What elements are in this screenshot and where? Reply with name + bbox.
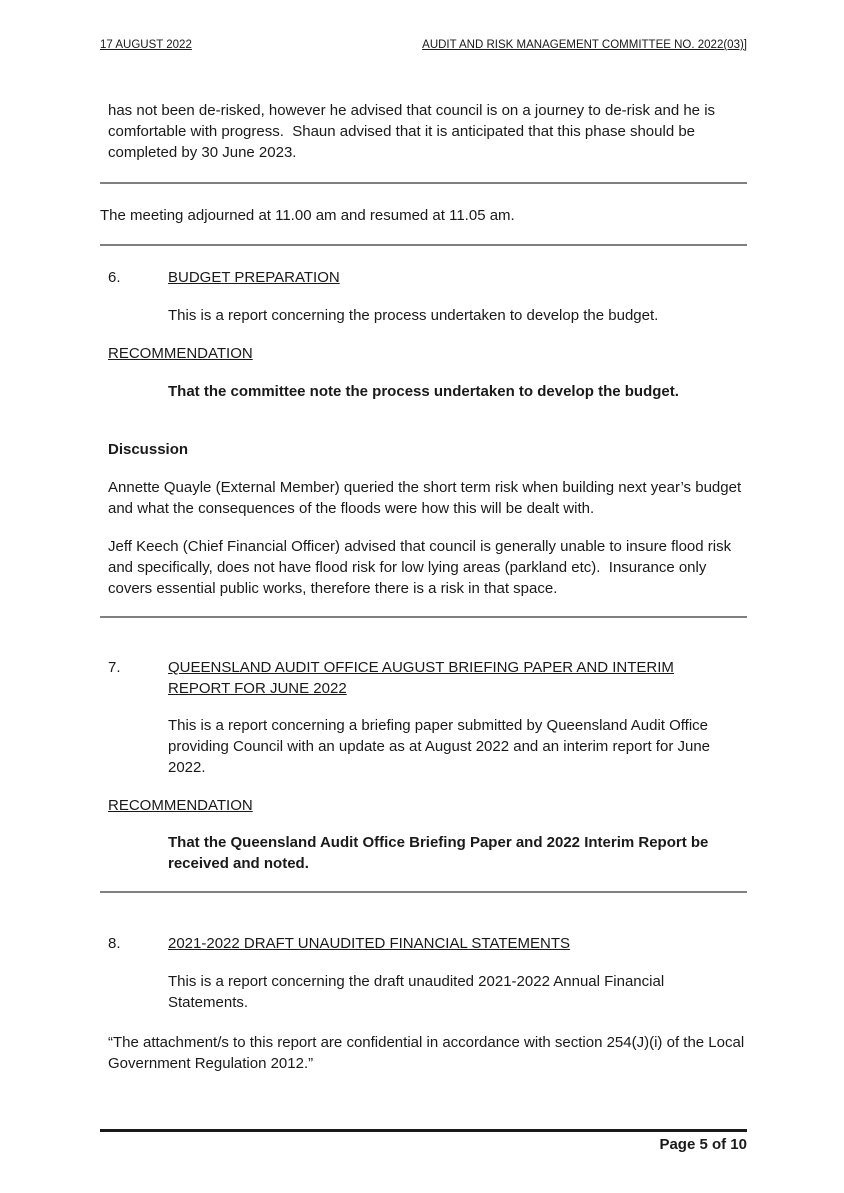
section-heading-row [108,933,747,954]
discussion-heading: Discussion [108,441,189,458]
section-budget-preparation [100,267,747,599]
section-heading-row [108,267,747,288]
section-summary: This is a report concerning the process undertaken to develop the budget. [168,307,659,324]
continuation-paragraph: has not been de-risked, however he advised that council is on a journey to de-risk and he is comfortable with progress. Shaun advised that it is anticipated that this phase should be completed by 30 June 2023. [108,102,720,161]
confidentiality-note: “The attachment/s to this report are confidential in accordance with section 254(J)(i) of the Local Government Regulation 2012.” [108,1034,749,1072]
separator-rule [100,891,747,893]
page-number: Page 5 of 10 [659,1136,747,1153]
section-financial-statements [100,933,747,1074]
item-number: 7. [108,659,121,676]
recommendation-text: That the Queensland Audit Office Briefing Paper and 2022 Interim Report be received and noted. [168,834,713,872]
footer-rule [100,1129,747,1132]
header-date: 17 AUGUST 2022 [100,39,192,51]
recommendation-heading: RECOMMENDATION [108,797,253,814]
section-qao-briefing [100,657,747,874]
page-header [100,38,747,52]
separator-rule [100,244,747,246]
item-number: 6. [108,269,121,286]
section-summary: This is a report concerning the draft unaudited 2021-2022 Annual Financial Statements. [168,973,669,1011]
section-summary: This is a report concerning a briefing paper submitted by Queensland Audit Office providing Council with an update as at August 2022 and an interim report for June 2022. [168,717,715,776]
recommendation-heading: RECOMMENDATION [108,345,253,362]
section-title: QUEENSLAND AUDIT OFFICE AUGUST BRIEFING PAPER AND INTERIM REPORT FOR JUNE 2022 [168,659,674,697]
header-committee: AUDIT AND RISK MANAGEMENT COMMITTEE NO. 2022(03)] [422,39,747,51]
section-title: 2021-2022 DRAFT UNAUDITED FINANCIAL STATEMENTS [168,935,571,952]
discussion-paragraph: Jeff Keech (Chief Financial Officer) advised that council is generally unable to insure flood risk and specifically, does not have flood risk for low lying areas (parkland etc). Insurance only covers essential public works, therefore there is a risk in that space. [108,538,736,597]
discussion-paragraph: Annette Quayle (External Member) queried the short term risk when building next year’s budget and what the consequences of the floods were how this will be dealt with. [108,479,746,517]
item-number: 8. [108,935,121,952]
separator-rule [100,616,747,618]
section-heading-row [108,657,747,699]
section-title: BUDGET PREPARATION [168,269,340,286]
separator-rule [100,182,747,184]
adjournment-note: The meeting adjourned at 11.00 am and resumed at 11.05 am. [100,207,515,224]
recommendation-text: That the committee note the process undertaken to develop the budget. [168,383,679,400]
